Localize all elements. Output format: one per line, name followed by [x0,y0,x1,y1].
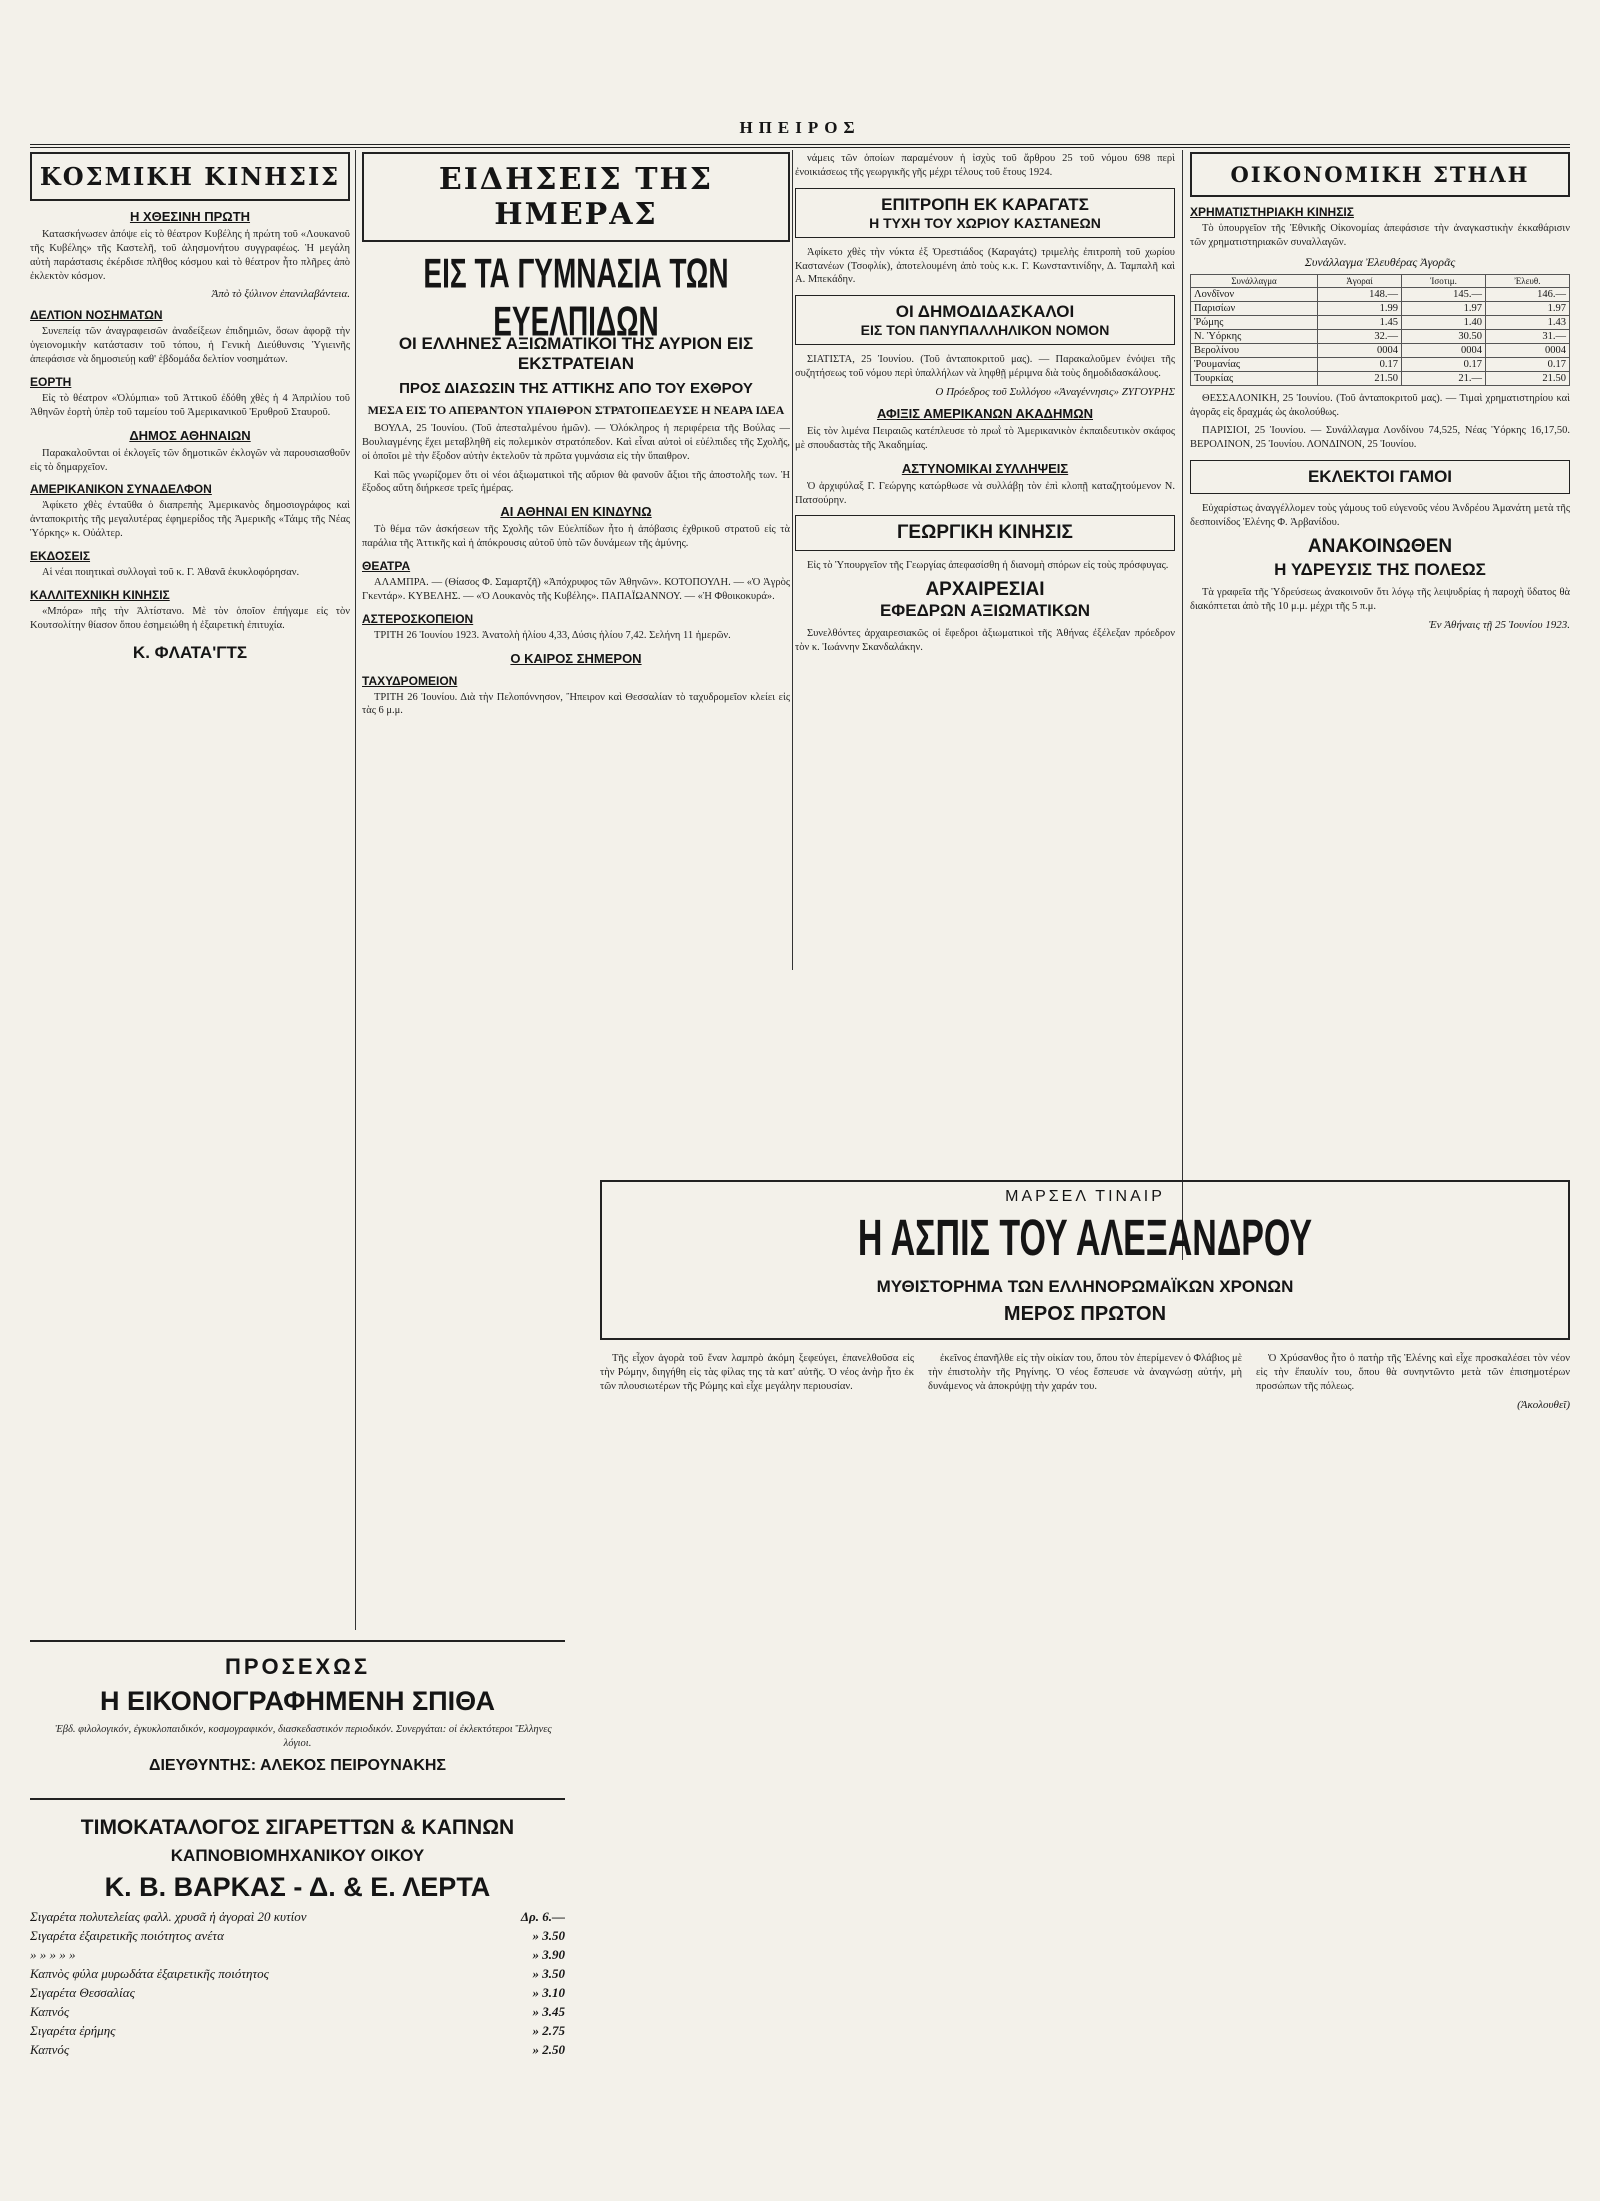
table-cell: 30.50 [1402,329,1486,343]
section-heading: ΔΗΜΟΣ ΑΘΗΝΑΙΩΝ [129,427,251,443]
table-cell: 0.17 [1486,357,1570,371]
table-header-cell: Ἰσοτιμ. [1402,274,1486,287]
continuation-note: (Ἀκολουθεῖ) [1517,1398,1570,1411]
table-cell: Ῥώμης [1191,315,1318,329]
framed-heading [795,188,1175,238]
cigarette-advertisement [30,1810,565,2190]
section-heading: ΧΡΗΜΑΤΙΣΤΗΡΙΑΚΗ ΚΙΝΗΣΙΣ [1190,205,1354,219]
article-text: Αἱ νέαι ποιητικαὶ συλλογαὶ τοῦ κ. Γ. Ἀθανᾶ ἐκυκλοφόρησαν. [42,567,300,579]
serial-text-columns [600,1352,1570,2152]
column-rule [1182,150,1183,1260]
table-row [1191,301,1570,315]
article-text: Εἰς τὸ Ὑπουργεῖον τῆς Γεωργίας ἀπεφασίσθη ἡ διανομὴ σπόρων εἰς τοὺς πρόσφυγας. [807,560,1169,572]
section-heading: ΤΑΧΥΔΡΟΜΕΙΟΝ [362,673,458,688]
ad-headline: ΠΡΟΣΕΧΩΣ [224,1654,371,1679]
article-text: ΒΟΥΛΑ, 25 Ἰουνίου. (Τοῦ ἀπεσταλμένου ἡμῶν). — Ὁλόκληρος ἡ περιφέρεια τῆς Βούλας — Βουλιαγμένης ἔχει μεταβληθῆ εἰς πολεμικὸν στρατόπεδον. Καὶ εἶναι αὐτοὶ οἱ εὐέλπιδες τῆς Σχολῆς, οἱ ὁποῖοι μὲ τὴν ἔξοδον αὐτὴν ἐκτελοῦν τὰ πρῶτα γυμνάσια εἰς τὴν ὕπαιθρον. [362,423,790,462]
price-row [30,2004,565,2020]
table-cell: 0004 [1318,343,1402,357]
section-heading: Ο ΚΑΙΡΟΣ ΣΗΜΕΡΟΝ [510,650,642,666]
column-title: ΕΙΔΗΣΕΙΣ ΤΗΣ ΗΜΕΡΑΣ [362,152,790,242]
section-heading: ΔΕΛΤΙΟΝ ΝΟΣΗΜΑΤΩΝ [30,308,163,323]
price-value: » 2.75 [532,2023,565,2038]
section-heading: ΑΙ ΑΘΗΝΑΙ ΕΝ ΚΙΝΔΥΝΩ [500,504,652,520]
magazine-advertisement [30,1640,565,1800]
table-row [1191,315,1570,329]
section-heading: ΓΕΩΡΓΙΚΗ ΚΙΝΗΣΙΣ [897,522,1073,544]
newspaper-name: ΗΠΕΙΡΟΣ [739,118,861,137]
table-title: Συνάλλαγμα Ἐλευθέρας Ἀγορᾶς [1304,254,1456,269]
section-heading: ΑΦΙΞΙΣ ΑΜΕΡΙΚΑΝΩΝ ΑΚΑΔΗΜΩΝ [876,406,1094,422]
article-text: ΘΕΣΣΑΛΟΝΙΚΗ, 25 Ἰουνίου. (Τοῦ ἀνταποκριτοῦ μας). — Τιμαὶ χρηματιστηρίου καὶ ἀγορᾶς εἰς δραχμάς ὡς ἀκολούθως. [1190,392,1570,418]
table-cell: Παρισίων [1191,301,1318,315]
article-text: Τὰ γραφεῖα τῆς Ὑδρεύσεως ἀνακοινοῦν ὅτι λόγῳ τῆς λειψυδρίας ἡ παροχὴ ὕδατος θὰ διακόπτεται ἀπὸ τῆς 10 μ.μ. μέχρι τῆς 5 π.μ. [1190,586,1570,612]
table-cell: 21.— [1402,371,1486,385]
table-row [1191,329,1570,343]
article-text: ΤΡΙΤΗ 26 Ἰουνίου. Διὰ τὴν Πελοπόννησον, Ἤπειρον καὶ Θεσσαλίαν τὸ ταχυδρομεῖον κλείει εἰς τὰς 6 μ.μ. [362,691,790,717]
table-cell: 0004 [1486,343,1570,357]
serial-subtitle: ΜΥΘΙΣΤΟΡΗΜΑ ΤΩΝ ΕΛΛΗΝΟΡΩΜΑΪΚΩΝ ΧΡΟΝΩΝ [876,1277,1294,1296]
ad-text: Ἑβδ. φιλολογικόν, ἐγκυκλοπαιδικόν, κοσμογραφικόν, διασκεδαστικόν περιοδικόν. Συνεργάται: οἱ ἐκλεκτότεροι Ἕλληνες λόγιοι. [55,1724,552,1749]
table-cell: 0.17 [1402,357,1486,371]
article-text: ΠΑΡΙΣΙΟΙ, 25 Ἰουνίου. — Συνάλλαγμα Λονδίνου 74,525, Νέας Ὑόρκης 16,17,50. ΒΕΡΟΛΙΝΟΝ, 25 Ἰουνίου. ΛΟΝΔΙΝΟΝ, 25 Ἰουνίου. [1190,425,1570,451]
table-cell: Ν. Ὑόρκης [1191,329,1318,343]
column-rule [792,150,793,970]
article-text: Καὶ πῶς γνωρίζομεν ὅτι οἱ νέοι ἀξιωματικοὶ τῆς αὔριον θὰ φανοῦν ἄξιοι τῆς ἀποστολῆς των. Ἡ ἔξοδος αὕτη διήρκεσε τρεῖς ἡμέρας. [362,469,790,495]
social-column [30,152,350,1622]
section-heading: ΕΚΛΕΚΤΟΙ ΓΑΜΟΙ [1307,467,1453,487]
price-item: Καπνός [30,2042,70,2057]
section-subheading: Η ΥΔΡΕΥΣΙΣ ΤΗΣ ΠΟΛΕΩΣ [1274,559,1486,579]
section-heading: ΘΕΑΤΡΑ [362,559,411,574]
table-row [1191,287,1570,301]
price-row [30,2023,565,2039]
column-title: ΟΙΚΟΝΟΜΙΚΗ ΣΤΗΛΗ [1190,152,1570,197]
article-text: Τὸ ὑπουργεῖον τῆς Ἐθνικῆς Οἰκονομίας ἀπεφάσισε τὴν ἀναγκαστικὴν ἐκκαθάρισιν τῶν χρηματιστηριακῶν συναλλαγῶν. [1190,223,1570,248]
serial-text: Τῆς εἶχον ἀγορὰ τοῦ ἕναν λαμπρὸ ἀκόμη ξεφεύγει, ἐπανελθοῦσα εἰς τὴν Ρώμην, διηγήθη εἰς τὰς φίλας της τὰ κατ' αὐτῆς. Ὁ νέος ἀνὴρ ἦτο ἐκ τῶν πλουσιωτέρων τῆς Ρώμης καὶ εἶχε μεγάλην περιουσίαν. [600,1353,914,1392]
section-heading: ΕΟΡΤΗ [30,375,72,390]
article-text: Εὐχαρίστως ἀναγγέλλομεν τοὺς γάμους τοῦ εὐγενοῦς νέου Ἀνδρέου Ἀμανάτη μετὰ τῆς δεσποινίδος Ἑλένης Φ. Ἀρβανίδου. [1190,503,1570,529]
price-item: Σιγαρέτα Θεσσαλίας [30,1985,135,2000]
subheadline: ΜΕΣΑ ΕΙΣ ΤΟ ΑΠΕΡΑΝΤΟΝ ΥΠΑΙΘΡΟΝ ΣΤΡΑΤΟΠΕΔΕΥΣΕ Η ΝΕΑΡΑ ΙΔΕΑ [367,403,785,417]
ad-company: Κ. Β. ΒΑΡΚΑΣ - Δ. & Ε. ΛΕΡΤΑ [104,1872,491,1902]
price-item: Σιγαρέτα πολυτελείας φαλλ. χρυσᾶ ἡ ἀγοραὶ 20 κυτίον [30,1909,307,1924]
price-row [30,2042,565,2058]
table-cell: 148.— [1318,287,1402,301]
table-cell: 21.50 [1486,371,1570,385]
table-cell: 32.— [1318,329,1402,343]
section-subheading: ΕΦΕΔΡΩΝ ΑΞΙΩΜΑΤΙΚΩΝ [879,601,1091,621]
table-header-cell: Ἐλευθ. [1486,274,1570,287]
article-text: ΣΙΑΤΙΣΤΑ, 25 Ἰουνίου. (Τοῦ ἀνταποκριτοῦ μας). — Παρακαλοῦμεν ἐνόψει τῆς συζητήσεως τοῦ νόμου περὶ ὑπαλλήλων νὰ ληφθῇ μέριμνα διὰ τοὺς δημοδιδασκάλους. [795,354,1175,380]
price-value: » 3.50 [532,1928,565,1943]
price-row [30,1985,565,2001]
serial-part: ΜΕΡΟΣ ΠΡΩΤΟΝ [1003,1303,1167,1325]
price-row [30,1928,565,1944]
section-heading: ΟΙ ΔΗΜΟΔΙΔΑΣΚΑΛΟΙ [895,302,1075,322]
serial-text: Ὁ Χρύσανθος ἦτο ὁ πατὴρ τῆς Ἑλένης καὶ εἶχε προσκαλέσει τὸν νέον εἰς τὴν ἔπαυλίν του, ὅπου θὰ συνηντῶντο μετὰ τῶν ἐπισημοτέρων προσώπων τῆς πόλεως. [1256,1353,1570,1392]
article-text: Παρακαλοῦνται οἱ ἐκλογεῖς τῶν δημοτικῶν ἐκλογῶν νὰ παρουσιασθοῦν εἰς τὸ δημαρχεῖον. [30,447,350,473]
table-cell: 1.43 [1486,315,1570,329]
serial-column [1256,1352,1570,2152]
table-cell: 1.45 [1318,315,1402,329]
ad-headline: ΤΙΜΟΚΑΤΑΛΟΓΟΣ ΣΙΓΑΡΕΤΤΩΝ & ΚΑΠΝΩΝ [80,1816,515,1839]
masthead [30,118,1570,148]
section-heading: ΕΠΙΤΡΟΠΗ ΕΚ ΚΑΡΑΓΑΤΣ [881,194,1089,214]
main-headline: ΕΙΣ ΤΑ ΓΥΜΝΑΣΙΑ ΤΩΝ ΕΥΕΛΠΙΔΩΝ [423,250,729,345]
serial-author: ΜΑΡΣΕΛ ΤΙΝΑΙΡ [1005,1188,1165,1205]
section-heading: ΑΣΤΥΝΟΜΙΚΑΙ ΣΥΛΛΗΨΕΙΣ [901,460,1069,476]
table-row [1191,357,1570,371]
news-column [362,152,790,962]
price-row [30,1947,565,1963]
article-text: Κατασκήνωσεν ἀπόψε εἰς τὸ θέατρον Κυβέλης ἡ πρώτη τοῦ «Λουκανοῦ τῆς Κυβέλης» τῆς Καστελῆ, τοῦ ἀλησμονήτου συγγραφέως. Ἡ μεγάλη αὐτὴ παράστασις ἐκέρδισε πλῆθος κόσμου καὶ τὸ θέατρον ἦτο πλῆρες ἀπὸ ἐκλεκτὸν κόσμον. [30,229,350,282]
price-row [30,1909,565,1925]
signature: Ἀπὸ τὸ ξύλινον ἐπανιλαβάντεια. [211,288,350,301]
table-row [1191,371,1570,385]
price-value: » 3.45 [532,2004,565,2019]
article-text: Συνεπείᾳ τῶν ἀναγραφεισῶν ἀναδείξεων ἐπιδημιῶν, ὅσων ἀφορᾷ τὴν ὑγειονομικὴν κατάστασιν τοῦ τόπου, ἡ Γενικὴ Διεύθυνσις Ὑγιεινῆς ἀπεφάσισε νὰ δημοσιεύῃ καθ' ἑβδομάδα δελτίον νοσημάτων. [30,326,350,366]
table-cell: 1.97 [1402,301,1486,315]
table-cell: Ῥουμανίας [1191,357,1318,371]
price-value: » 3.10 [532,1985,565,2000]
price-value: » 3.50 [532,1966,565,1981]
serial-novel [600,1180,1570,2180]
table-cell: 1.97 [1486,301,1570,315]
price-value: Δρ. 6.— [520,1909,565,1924]
price-list [30,1909,565,2058]
price-item: » » » » » [30,1947,76,1962]
framed-heading [795,515,1175,551]
article-text: Ὁ ἀρχιφύλαξ Γ. Γεώργης κατώρθωσε νὰ συλλάβῃ τὸν ἐπὶ κλοπῇ καταζητούμενον Ν. Πατσούρην. [795,480,1175,506]
column-title: ΚΟΣΜΙΚΗ ΚΙΝΗΣΙΣ [30,152,350,201]
framed-heading [1190,460,1570,494]
serial-column [600,1352,914,2152]
table-body [1191,287,1570,385]
article-text: «Μπόρα» πῆς τὴν Ἀλτίστανο. Μὲ τὸν ὁποῖον ἐπήγαμε εἰς τὸν Κουτσολίτην θίασον ὅπου ἐσημειώθη ἡ ἐξαιρετικὴ ἐπιτυχία. [30,605,350,631]
article-text: Συνελθόντες ἀρχαιρεσιακῶς οἱ ἔφεδροι ἀξιωματικοὶ τῆς Ἀθήνας ἐξέλεξαν πρόεδρον τὸν κ. Ἰωάννην Σκανδαλάκην. [795,628,1175,654]
column-rule [355,150,356,1630]
signature: Ἐν Ἀθήναις τῇ 25 Ἰουνίου 1923. [1428,618,1570,631]
article-text: Εἰς τὸν λιμένα Πειραιῶς κατέπλευσε τὸ πρωῒ τὸ Ἀμερικανικὸν ἐκπαιδευτικὸν σκάφος μὲ σπουδαστὰς τῆς Ἀκαδημίας. [795,426,1175,451]
section-heading: ΑΣΤΕΡΟΣΚΟΠΕΙΟΝ [362,611,474,626]
price-value: » 2.50 [532,2042,565,2057]
price-item: Καπνός [30,2004,70,2019]
table-cell: 0004 [1402,343,1486,357]
table-cell: 31.— [1486,329,1570,343]
article-text: ΤΡΙΤΗ 26 Ἰουνίου 1923. Ἀνατολὴ ἡλίου 4,33, Δύσις ἡλίου 7,42. Σελήνη 11 ἡμερῶν. [374,629,731,641]
ad-director: ΔΙΕΥΘΥΝΤΗΣ: ΑΛΕΚΟΣ ΠΕΙΡΟΥΝΑΚΗΣ [148,1756,447,1774]
finance-column [1190,152,1570,1257]
table-cell: 1.99 [1318,301,1402,315]
section-subheading: Η ΤΥΧΗ ΤΟΥ ΧΩΡΙΟΥ ΚΑΣΤΑΝΕΩΝ [869,214,1101,231]
headline: ΠΡΟΣ ΔΙΑΣΩΣΙΝ ΤΗΣ ΑΤΤΙΚΗΣ ΑΠΟ ΤΟΥ ΕΧΘΡΟΥ [399,380,753,397]
table-header-cell: Ἀγοραί [1318,274,1402,287]
section-heading: ΑΡΧΑΙΡΕΣΙΑΙ [925,579,1045,601]
price-value: » 3.90 [532,1947,565,1962]
article-text: Εἰς τὸ θέατρον «Ὀλύμπια» τοῦ Ἀττικοῦ ἐδόθη χθὲς ἡ 4 Ἀπριλίου τοῦ Ἀθηνῶν ἐορτὴ ὑπὲρ τοῦ ταμείου τοῦ Ἀμερικανικοῦ Ἐρυθροῦ Σταυροῦ. [30,393,350,418]
table-cell: 1.40 [1402,315,1486,329]
table-header-cell: Συνάλλαγμα [1191,274,1318,287]
section-heading: ΚΑΛΛΙΤΕΧΝΙΚΗ ΚΙΝΗΣΙΣ [30,587,170,602]
serial-header [600,1180,1570,1340]
table-cell: Τουρκίας [1191,371,1318,385]
table-cell: 146.— [1486,287,1570,301]
article-text: Τὸ θέμα τῶν ἀσκήσεων τῆς Σχολῆς τῶν Εὐελπίδων ἦτο ἡ ἀπόβασις ἐχθρικοῦ στρατοῦ εἰς τὰ παράλια τῆς Ἀττικῆς καὶ ἡ ἀπόκρουσις αὐτοῦ ὑπὸ τῶν δυνάμεων τῆς ἀμύνης. [362,524,790,550]
table-header-row [1191,274,1570,287]
article-text: Ἀφίκετο χθὲς τὴν νύκτα ἐξ Ὀρεστιάδος (Καραγάτς) τριμελὴς ἐπιτροπὴ τοῦ χωρίου Καστανέων (Τσοφλίκ), ἀποτελουμένη ἀπὸ τοὺς κ.κ. Γ. Κωνσταντινίδην, Δ. Ταμπαλῆ καὶ Α. Μπεκάδην. [795,246,1175,286]
article-text: Ἀφίκετο χθὲς ἐνταῦθα ὁ διαπρεπὴς Ἀμερικανὸς δημοσιογράφος καὶ ἀνταποκριτὴς τῆς μεγαλυτέρας ἐφημερίδος τῆς Ἀμερικῆς «Τάιμς τῆς Νέας Ὑόρκης» κ. Οὐάλτερ. [30,500,350,540]
article-text: νάμεις τῶν ὁποίων παραμένουν ἡ ἰσχὺς τοῦ ἄρθρου 25 τοῦ νόμου 698 περὶ ἐνοικιάσεως τῆς γεωργικῆς γῆς μέχρι τέλους τοῦ ἔτους 1924. [795,153,1175,178]
table-cell: 0.17 [1318,357,1402,371]
exchange-rate-table [1190,274,1570,386]
framed-heading [795,295,1175,345]
price-row [30,1966,565,1982]
price-item: Σιγαρέτα ἐξαιρετικῆς ποιότητος ανέτα [30,1928,224,1943]
news-column-continued [795,152,1175,962]
table-cell: Βερολίνου [1191,343,1318,357]
serial-title: Η ΑΣΠΙΣ ΤΟΥ ΑΛΕΞΑΝΔΡΟΥ [857,1210,1313,1267]
section-heading: Η ΧΘΕΣΙΝΗ ΠΡΩΤΗ [129,209,251,224]
section-subheading: ΕΙΣ ΤΟΝ ΠΑΝΥΠΑΛΛΗΛΙΚΟΝ ΝΟΜΟΝ [860,322,1110,339]
table-cell: 21.50 [1318,371,1402,385]
section-heading: ΕΚΔΟΣΕΙΣ [30,549,91,564]
table-cell: 145.— [1402,287,1486,301]
section-heading: ΑΜΕΡΙΚΑΝΙΚΟΝ ΣΥΝΑΔΕΛΦΟΝ [30,482,212,497]
price-item: Σιγαρέτα ἐρήμης [30,2023,116,2038]
table-row [1191,343,1570,357]
price-item: Καπνὸς φύλα μυρωδάτα ἐξαιρετικῆς ποιότητος [30,1966,269,1981]
signature: Ο Πρόεδρος τοῦ Συλλόγου «Ἀναγέννησις» ΖΥΓΟΥΡΗΣ [935,386,1175,399]
signature: Κ. ΦΛΑΤΑ'ΓΤΣ [132,642,248,662]
headline: ΟΙ ΕΛΛΗΝΕΣ ΑΞΙΩΜΑΤΙΚΟΙ ΤΗΣ ΑΥΡΙΟΝ ΕΙΣ ΕΚΣΤΡΑΤΕΙΑΝ [398,334,754,373]
section-heading: ΑΝΑΚΟΙΝΩΘΕΝ [1307,535,1453,557]
ad-subtitle: ΚΑΠΝΟΒΙΟΜΗΧΑΝΙΚΟΥ ΟΙΚΟΥ [170,1846,425,1865]
article-text: ΑΛΑΜΠΡΑ. — (Θίασος Φ. Σαμαρτζῆ) «Ἀπόχρυφος τῶν Ἀθηνῶν». ΚΟΤΟΠΟΥΛΗ. — «Ὁ Ἀγρὸς Γκεντάρ». ΚΥΒΕΛΗΣ. — «Ὁ Λουκανὸς τῆς Κυβέλης». ΠΑΠΑΪΩΑΝΝΟΥ. — «Ἡ Φθοικοκυρά». [362,577,790,602]
serial-text: ἐκεῖνος ἐπανῆλθε εἰς τὴν οἰκίαν του, ὅπου τὸν ἐπερίμενεν ὁ Φλάβιος μὲ τὴν ἐπιστολὴν τῆς Ρηγίνης. Ὁ νέος ἔσπευσε νὰ ἀναγνώσῃ αὐτήν, μὴ δυνάμενος νὰ ἀποκρύψῃ τὴν χαράν του. [928,1353,1242,1392]
serial-column [928,1352,1242,2152]
ad-title: Η ΕΙΚΟΝΟΓΡΑΦΗΜΕΝΗ ΣΠΙΘΑ [100,1686,495,1716]
table-cell: Λονδῖνον [1191,287,1318,301]
